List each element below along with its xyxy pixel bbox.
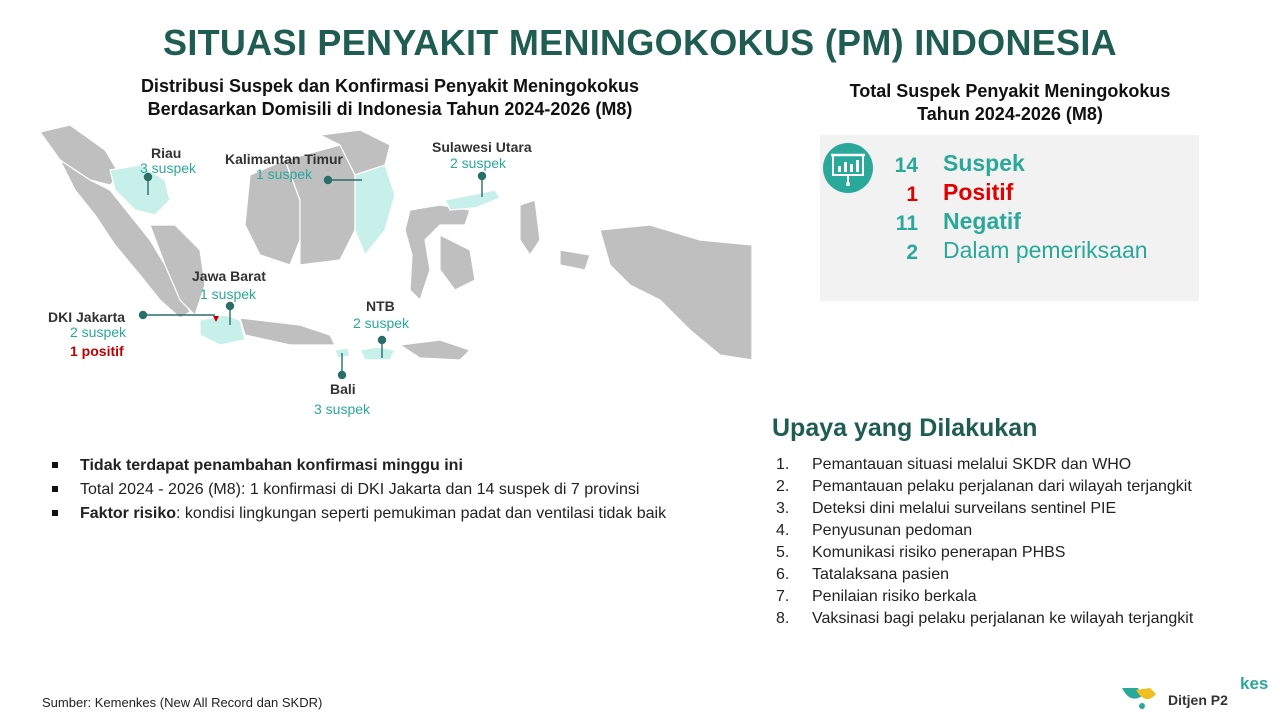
label-jabar-value: 1 suspek	[200, 286, 257, 302]
upaya-title: Upaya yang Dilakukan	[772, 414, 1038, 442]
list-item-text: Vaksinasi bagi pelaku perjalanan ke wilayah terjangkit	[812, 610, 1194, 627]
map-title-line1: Distribusi Suspek dan Konfirmasi Penyakit Meningokokus	[140, 76, 640, 96]
ntt	[400, 340, 470, 360]
summary-title	[800, 80, 1220, 126]
list-item-text: Komunikasi risiko penerapan PHBS	[812, 544, 1066, 561]
label-sulut-name: Sulawesi Utara	[432, 139, 532, 155]
list-item	[776, 542, 1252, 564]
logo-partial-text: kes	[1240, 674, 1269, 693]
stat-positif-value: 1	[906, 183, 918, 206]
bullet-item	[50, 503, 710, 524]
label-kaltim-value: 1 suspek	[256, 166, 313, 182]
stat-pemeriksaan-label: Dalam pemeriksaan	[943, 237, 1148, 263]
map-title	[90, 75, 690, 121]
stat-pemeriksaan-value: 2	[906, 241, 918, 264]
list-item-text: Deteksi dini melalui surveilans sentinel PIE	[812, 500, 1117, 517]
label-bali-name: Bali	[330, 381, 356, 397]
list-item	[776, 586, 1252, 608]
label-ntb-value: 2 suspek	[353, 315, 410, 331]
bullet-text-1: Tidak terdapat penambahan konfirmasi minggu ini	[80, 457, 463, 474]
list-item-number: 2.	[776, 478, 790, 495]
list-item-text: Pemantauan situasi melalui SKDR dan WHO	[812, 456, 1132, 473]
label-dki-name: DKI Jakarta	[48, 309, 126, 325]
label-dki-positive: 1 positif	[70, 343, 124, 359]
bullet-text-3-rest: : kondisi lingkungan seperti pemukiman padat dan ventilasi tidak baik	[176, 505, 667, 522]
summary-title-line1: Total Suspek Penyakit Meningokokus	[849, 81, 1171, 101]
maluku-south	[560, 250, 590, 270]
list-item-text: Pemantauan pelaku perjalanan dari wilayah terjangkit	[812, 478, 1192, 495]
stat-suspek-label: Suspek	[943, 150, 1025, 176]
list-item-number: 5.	[776, 544, 790, 561]
list-item-number: 7.	[776, 588, 790, 605]
bullet-text-2: Total 2024 - 2026 (M8): 1 konfirmasi di DKI Jakarta dan 14 suspek di 7 provinsi	[80, 481, 640, 498]
list-item-number: 8.	[776, 610, 790, 627]
java-central-east	[240, 318, 335, 345]
label-riau-name: Riau	[151, 145, 182, 161]
bullet-text-3-bold: Faktor risiko	[80, 505, 177, 522]
bullet-item	[50, 479, 710, 500]
source-note: Sumber: Kemenkes (New All Record dan SKDR)	[42, 695, 323, 710]
list-item-text: Tatalaksana pasien	[812, 566, 949, 583]
summary-title-line2: Tahun 2024-2026 (M8)	[917, 104, 1103, 124]
list-item-number: 6.	[776, 566, 790, 583]
maluku	[520, 200, 540, 255]
label-kaltim-name: Kalimantan Timur	[225, 151, 343, 167]
label-ntb-name: NTB	[366, 298, 395, 314]
page-title: SITUASI PENYAKIT MENINGOKOKUS (PM) INDONESIA	[163, 22, 1117, 63]
label-dki-value: 2 suspek	[70, 324, 127, 340]
upaya-list	[776, 454, 1252, 630]
list-item-number: 3.	[776, 500, 790, 517]
key-points	[50, 455, 710, 527]
stat-negatif-value: 11	[895, 212, 918, 235]
bullet-item	[50, 455, 710, 476]
list-item	[776, 454, 1252, 476]
sulawesi-southeast	[440, 235, 475, 290]
presentation-board-icon	[823, 143, 873, 193]
list-item	[776, 564, 1252, 586]
region-kaltim	[355, 165, 395, 255]
label-riau-value: 3 suspek	[140, 160, 197, 176]
map-title-line2: Berdasarkan Domisili di Indonesia Tahun 2024-2026 (M8)	[147, 99, 633, 119]
label-sulut-value: 2 suspek	[450, 155, 507, 171]
region-ntb	[360, 347, 395, 360]
list-item-text: Penilaian risiko berkala	[812, 588, 977, 605]
list-item-number: 4.	[776, 522, 790, 539]
papua	[600, 225, 752, 360]
list-item	[776, 498, 1252, 520]
label-bali-value: 3 suspek	[314, 401, 371, 417]
list-item-text: Penyusunan pedoman	[812, 522, 973, 539]
stat-negatif-label: Negatif	[943, 208, 1021, 234]
label-jabar-name: Jawa Barat	[192, 268, 266, 284]
list-item	[776, 520, 1252, 542]
stat-suspek-value: 14	[894, 154, 918, 177]
stat-positif-label: Positif	[943, 179, 1014, 205]
list-item	[776, 476, 1252, 498]
logo-text: Ditjen P2	[1168, 692, 1228, 708]
indonesia-map	[0, 120, 760, 420]
region-sulut	[445, 190, 500, 210]
region-jabar	[200, 315, 245, 345]
list-item-number: 1.	[776, 456, 790, 473]
list-item	[776, 608, 1252, 630]
